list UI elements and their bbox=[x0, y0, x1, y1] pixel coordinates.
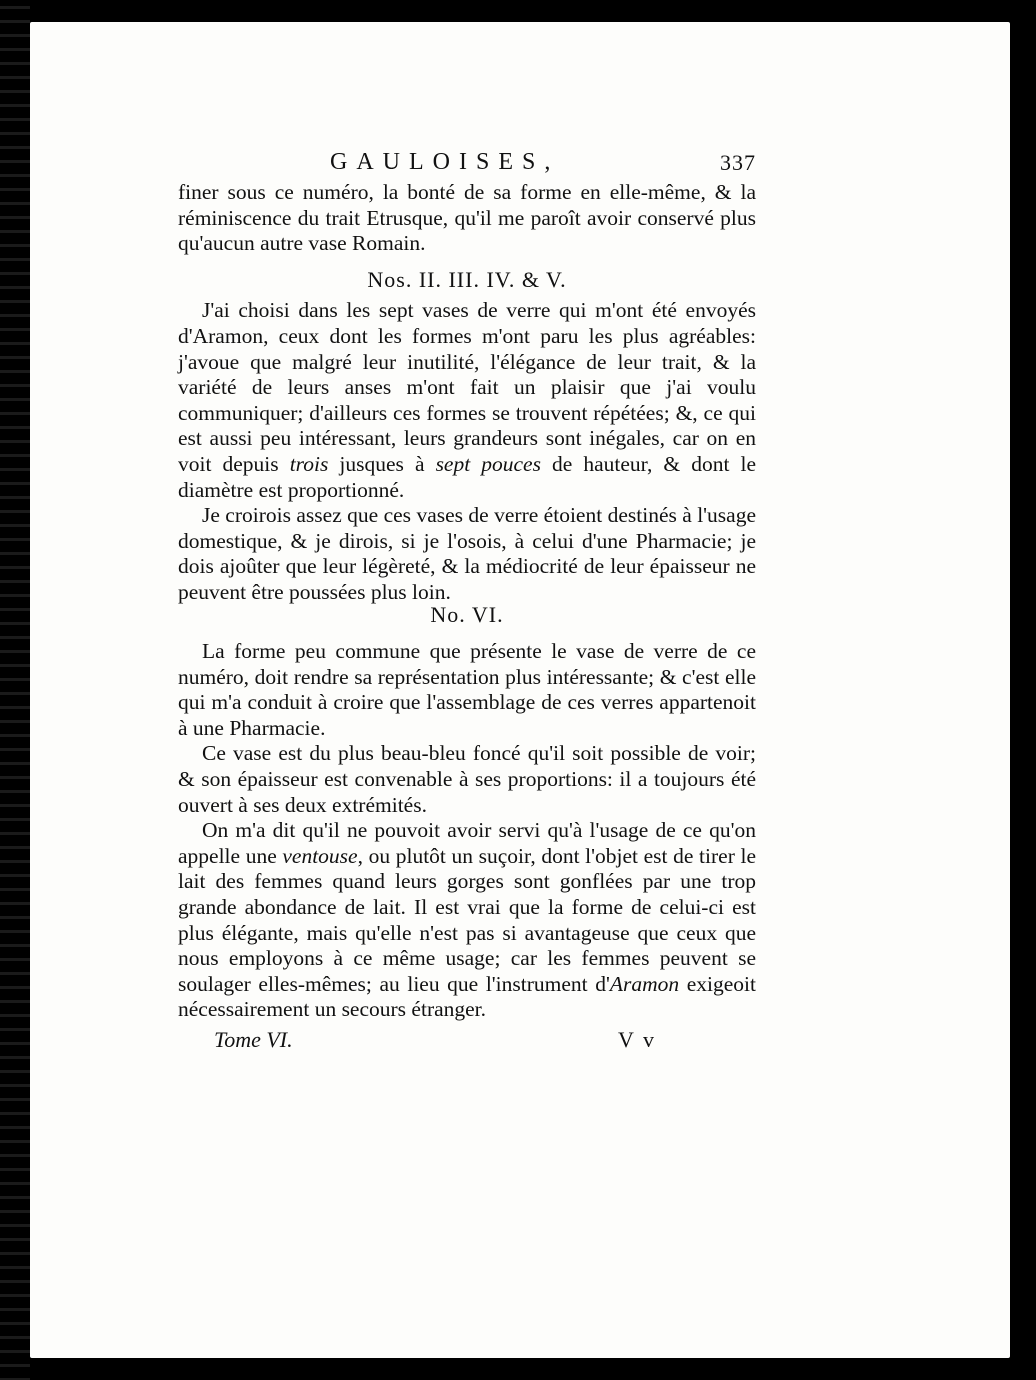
signature-line bbox=[178, 1027, 756, 1057]
signature-mark: V v bbox=[618, 1027, 656, 1052]
paragraph-vases-choice: J'ai choisi dans les sept vases de verre qui m'ont été envoyés d'Aramon, ceux dont les formes m'ont paru les plus agréables: j'avoue que malgré leur inutilité, l'élégance de leur trait, & la variété de leurs anses m'ont fait un plaisir que j'ai voulu communiquer; d'ailleurs ces formes se trouvent répétées; &, ce qui est aussi peu intéressant, leurs grandeurs sont inégales, car on en voit depuis trois jusques à sept pouces de hauteur, & dont le diamètre est proportionné. bbox=[178, 298, 756, 502]
section-heading-6: No. VI. bbox=[430, 601, 504, 627]
page-number: 337 bbox=[720, 150, 756, 175]
paragraph-ventouse: On m'a dit qu'il ne pouvoit avoir servi qu'à l'usage de ce qu'on appelle une ventouse, ou plutôt un suçoir, dont l'objet est de tirer le lait des femmes quand leurs gorges sont gonflées par une trop grande abondance de lait. Il est vrai que la forme de celui-ci est plus élégante, mais qu'elle n'est pas si avantageuse que ceux que nous employons à ce même usage; car les femmes peuvent se soulager elles-mêmes; au lieu que l'instrument d'Aramon exigeoit nécessairement un secours étranger. bbox=[178, 818, 756, 1022]
paragraph-unusual-form: La forme peu commune que présente le vase de verre de ce numéro, doit rendre sa représentation plus intéressante; & c'est elle qui m'a conduit à croire que l'assemblage de ces verres appartenoit à une Pharmacie. bbox=[178, 639, 756, 740]
section-heading-2-5: Nos. II. III. IV. & V. bbox=[367, 266, 567, 292]
running-head bbox=[178, 150, 756, 180]
paragraph-domestic-use: Je croirois assez que ces vases de verre étoient destinés à l'usage domestique, & je dirois, si je l'osois, à celui d'une Pharmacie; je dois ajoûter que leur légèreté, & la médiocrité de leur épaisseur ne peuvent être poussées plus loin. bbox=[178, 503, 756, 604]
paragraph-blue-vase: Ce vase est du plus beau-bleu foncé qu'il soit possible de voir; & son épaisseur est convenable à ses proportions: il a toujours été ouvert à ses deux extrémités. bbox=[178, 741, 756, 817]
paragraph-continued: finer sous ce numéro, la bonté de sa forme en elle-même, & la réminiscence du trait Etrusque, qu'il me paroît avoir conservé plus qu'aucun autre vase Romain. bbox=[178, 180, 756, 256]
running-head-title: GAULOISES, bbox=[330, 149, 560, 175]
volume-label: Tome VI. bbox=[214, 1027, 293, 1052]
text-block bbox=[178, 150, 756, 1057]
book-page bbox=[30, 22, 1010, 1358]
scan-edge bbox=[0, 0, 30, 1380]
